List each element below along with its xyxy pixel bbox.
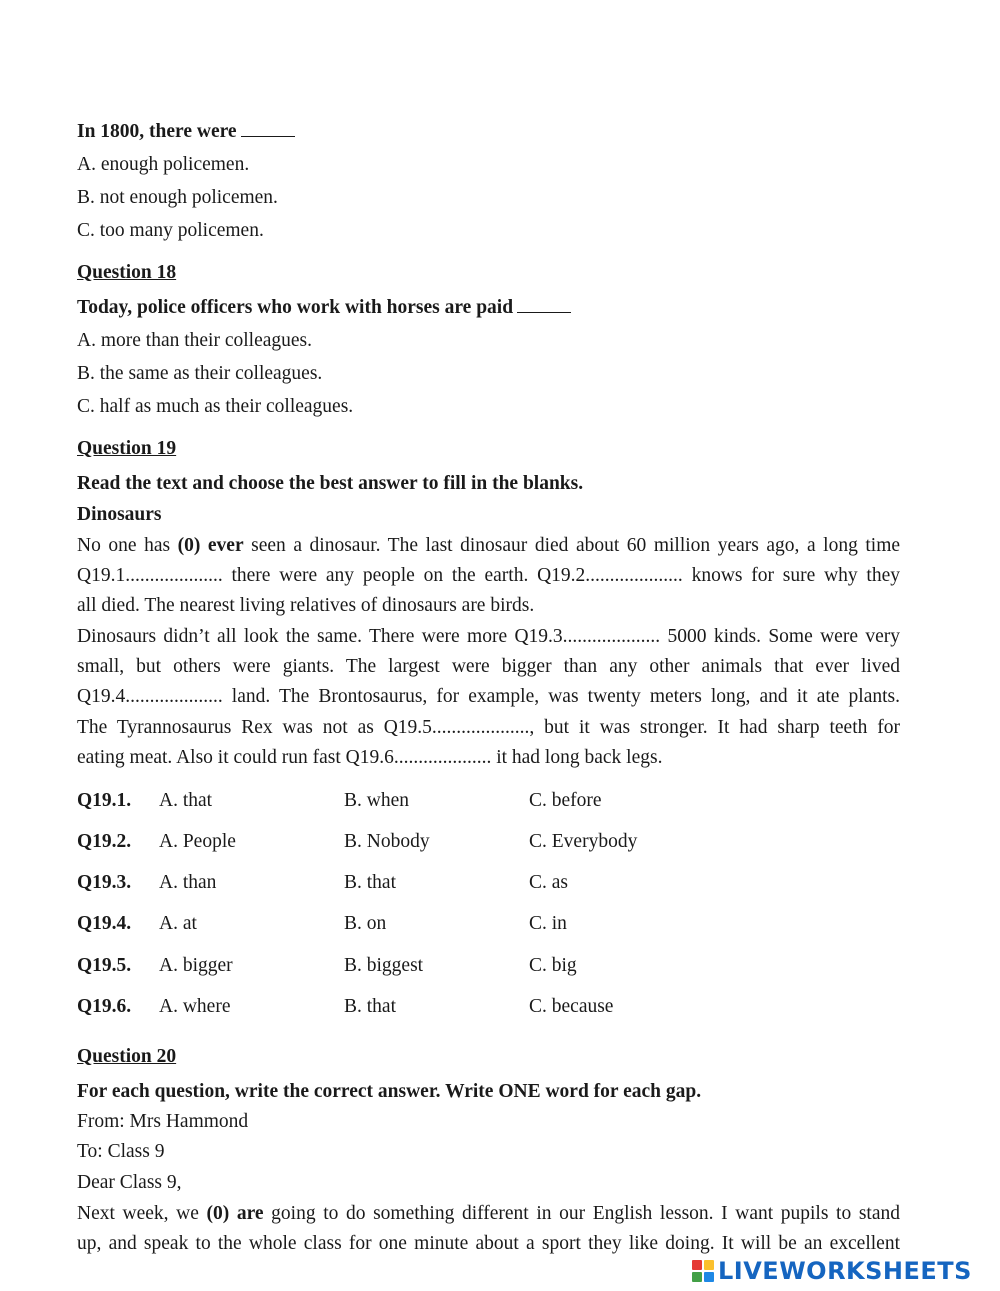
- q18-stem: Today, police officers who work with horses are paid: [77, 296, 571, 320]
- email-body-line: up, and speak to the whole class for one minute about a sport they like doing. It will be an excellent: [77, 1233, 900, 1254]
- email-to: To: Class 9: [77, 1141, 165, 1162]
- answer-row-q19-4: [77, 912, 777, 936]
- logo-block: [692, 1260, 702, 1270]
- q17-option-c: C. too many policemen.: [77, 220, 264, 241]
- option-a: A. People: [159, 831, 236, 852]
- answer-blank: [517, 297, 571, 313]
- logo-block: [704, 1272, 714, 1282]
- option-b: B. on: [344, 913, 387, 934]
- option-b: B. that: [344, 996, 396, 1017]
- question-number: Q19.6.: [77, 996, 132, 1017]
- email-from: From: Mrs Hammond: [77, 1111, 249, 1132]
- question-number: Q19.5.: [77, 955, 132, 976]
- q19-heading: Question 19: [77, 438, 177, 459]
- option-a: A. where: [159, 996, 231, 1017]
- option-c: C. as: [529, 872, 568, 893]
- passage-line: all died. The nearest living relatives of dinosaurs are birds.: [77, 595, 535, 616]
- q18-option-c: C. half as much as their colleagues.: [77, 396, 354, 417]
- passage-line: No one has (0) ever seen a dinosaur. The last dinosaur died about 60 million years ago, a long time: [77, 535, 900, 556]
- option-a: A. than: [159, 872, 217, 893]
- option-c: C. big: [529, 955, 577, 976]
- q18-option-a: A. more than their colleagues.: [77, 330, 312, 351]
- email-greeting: Dear Class 9,: [77, 1172, 182, 1193]
- option-a: A. bigger: [159, 955, 233, 976]
- option-c: C. because: [529, 996, 614, 1017]
- answer-row-q19-1: [77, 789, 777, 813]
- answer-row-q19-6: [77, 995, 777, 1019]
- passage-line: Dinosaurs didn’t all look the same. There were more Q19.3.................... 5000 kinds. Some were very: [77, 626, 900, 647]
- answer-row-q19-5: [77, 954, 777, 978]
- q18-heading: Question 18: [77, 262, 177, 283]
- q17-stem: In 1800, there were: [77, 120, 295, 144]
- option-b: B. that: [344, 872, 396, 893]
- question-number: Q19.3.: [77, 872, 132, 893]
- passage-line: Q19.1.................... there were any people on the earth. Q19.2.................... knows for sure why they: [77, 565, 900, 586]
- logo-block: [704, 1260, 714, 1270]
- q19-passage-title: Dinosaurs: [77, 504, 162, 525]
- option-c: C. before: [529, 790, 602, 811]
- question-number: Q19.4.: [77, 913, 132, 934]
- option-b: B. biggest: [344, 955, 424, 976]
- q17-option-a: A. enough policemen.: [77, 154, 250, 175]
- logo-text: LIVEWORKSHEETS: [718, 1257, 972, 1285]
- q18-option-b: B. the same as their colleagues.: [77, 363, 323, 384]
- option-c: C. Everybody: [529, 831, 638, 852]
- q20-instruction: For each question, write the correct answer. Write ONE word for each gap.: [77, 1081, 702, 1102]
- question-number: Q19.2.: [77, 831, 132, 852]
- answer-row-q19-2: [77, 830, 777, 854]
- logo-blocks-icon: [692, 1260, 714, 1282]
- option-a: A. at: [159, 913, 197, 934]
- answer-blank: [241, 121, 295, 137]
- question-number: Q19.1.: [77, 790, 132, 811]
- option-b: B. when: [344, 790, 409, 811]
- option-b: B. Nobody: [344, 831, 430, 852]
- option-c: C. in: [529, 913, 567, 934]
- liveworksheets-logo: [692, 1256, 972, 1286]
- passage-line: Q19.4.................... land. The Brontosaurus, for example, was twenty meters long, and it ate plants.: [77, 686, 900, 707]
- answer-row-q19-3: [77, 871, 777, 895]
- email-body-line: Next week, we (0) are going to do something different in our English lesson. I want pupils to stand: [77, 1203, 900, 1224]
- passage-line: eating meat. Also it could run fast Q19.6.................... it had long back legs.: [77, 747, 663, 768]
- logo-block: [692, 1272, 702, 1282]
- q20-heading: Question 20: [77, 1046, 177, 1067]
- option-a: A. that: [159, 790, 213, 811]
- q19-instruction: Read the text and choose the best answer to fill in the blanks.: [77, 473, 584, 494]
- passage-line: The Tyrannosaurus Rex was not as Q19.5...................., but it was stronger. It had sharp teeth for: [77, 717, 900, 738]
- passage-line: small, but others were giants. The largest were bigger than any other animals that ever lived: [77, 656, 900, 677]
- q17-option-b: B. not enough policemen.: [77, 187, 278, 208]
